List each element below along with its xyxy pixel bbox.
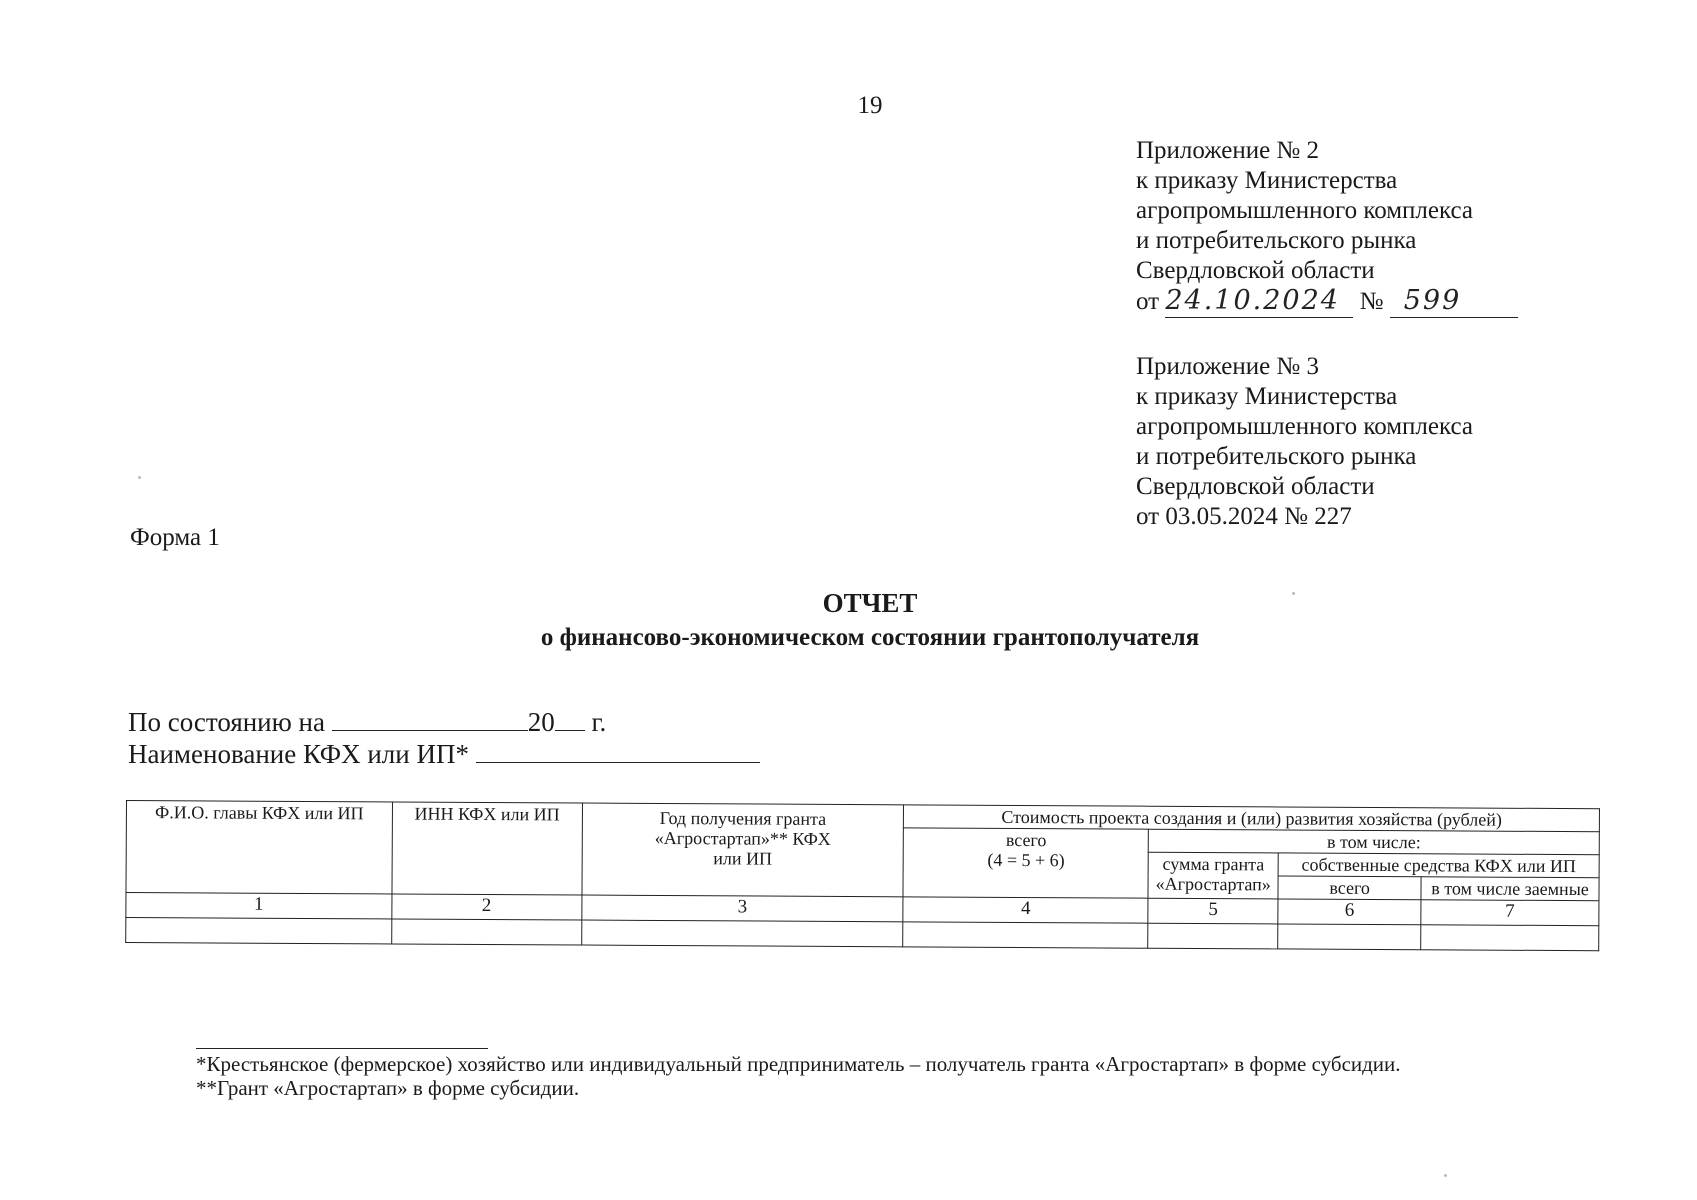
table-cell[interactable] xyxy=(1421,925,1599,951)
appendix-2-line: Свердловской области xyxy=(1136,257,1375,284)
form-label: Форма 1 xyxy=(130,524,220,551)
as-of-date-blank[interactable] xyxy=(332,706,528,731)
header-head-name: Ф.И.О. главы КФХ или ИП xyxy=(126,801,392,894)
column-number: 7 xyxy=(1421,900,1599,926)
date-line xyxy=(1165,286,1353,318)
header-own-total: всего xyxy=(1278,876,1421,900)
appendix-3-line: к приказу Министерства xyxy=(1136,383,1398,410)
name-field xyxy=(128,738,760,770)
table-cell[interactable] xyxy=(1278,924,1421,950)
table-cell[interactable] xyxy=(903,922,1148,948)
report-subtitle: о финансово-экономическом состоянии грантополучателя xyxy=(540,624,1200,651)
scan-speck xyxy=(138,476,141,479)
date-prefix: от xyxy=(1136,288,1160,315)
appendix-3-line: Свердловской области xyxy=(1136,473,1375,500)
header-own-funds: собственные средства КФХ или ИП xyxy=(1278,853,1599,878)
as-of-label: По состоянию на xyxy=(128,707,325,737)
header-including: в том числе: xyxy=(1148,829,1599,855)
handwritten-date: 24.10.2024 xyxy=(1165,285,1340,316)
header-project-cost: Стоимость проекта создания и (или) развития хозяйства (рублей) xyxy=(904,805,1600,832)
header-total-label: всего xyxy=(1005,829,1047,851)
column-number: 3 xyxy=(581,895,903,922)
header-grant-year: Год получения гранта «Агростартап»** КФХ или ИП xyxy=(582,803,904,897)
header-total xyxy=(903,828,1148,898)
scan-speck xyxy=(1292,592,1295,595)
footnote: **Грант «Агростартап» в форме субсидии. xyxy=(196,1076,580,1100)
appendix-2-date-row xyxy=(1136,286,1518,318)
header-grant-amount: сумма гранта «Агростартап» xyxy=(1148,852,1278,899)
appendix-3-header xyxy=(1136,352,1473,532)
page-number: 19 xyxy=(857,92,883,119)
number-line xyxy=(1390,286,1518,318)
appendix-3-line: Приложение № 3 xyxy=(1136,353,1320,380)
table-cell[interactable] xyxy=(391,919,581,945)
footnotes xyxy=(196,1052,1401,1100)
footnote: *Крестьянское (фермерское) хозяйство или индивидуальный предприниматель – получатель гранта «Агростартап» в форме субсидии. xyxy=(196,1052,1401,1076)
name-label: Наименование КФХ или ИП* xyxy=(128,739,469,769)
header-own-borrowed: в том числе заемные xyxy=(1421,877,1599,901)
column-number: 6 xyxy=(1278,899,1421,925)
appendix-2-header xyxy=(1136,136,1518,318)
as-of-year-suffix: г. xyxy=(591,707,607,737)
scan-speck xyxy=(1444,1174,1447,1177)
column-number: 4 xyxy=(903,897,1148,923)
report-title: ОТЧЕТ xyxy=(822,588,918,618)
column-number: 2 xyxy=(392,894,582,920)
header-total-formula: (4 = 5 + 6) xyxy=(987,849,1065,871)
appendix-2-line: к приказу Министерства xyxy=(1136,167,1398,194)
table-header-row xyxy=(126,801,1599,832)
table-cell[interactable] xyxy=(581,920,903,947)
as-of-year-prefix: 20 xyxy=(527,707,555,737)
name-blank[interactable] xyxy=(476,738,760,763)
table-cell[interactable] xyxy=(1148,923,1278,949)
number-sign: № xyxy=(1359,288,1384,315)
table-cell[interactable] xyxy=(126,918,392,944)
appendix-3-line: и потребительского рынка xyxy=(1136,443,1417,470)
as-of-date-field xyxy=(128,706,606,738)
column-number: 5 xyxy=(1148,898,1278,924)
as-of-year-blank[interactable] xyxy=(555,706,585,731)
column-number: 1 xyxy=(126,893,392,919)
appendix-2-line: агропромышленного комплекса xyxy=(1136,197,1474,224)
appendix-3-line: от 03.05.2024 № 227 xyxy=(1136,503,1352,530)
handwritten-number: 599 xyxy=(1403,285,1462,316)
appendix-3-line: агропромышленного комплекса xyxy=(1136,413,1474,440)
appendix-2-line: и потребительского рынка xyxy=(1136,227,1417,254)
footnote-divider xyxy=(196,1048,488,1049)
appendix-2-line: Приложение № 2 xyxy=(1136,137,1320,164)
report-table xyxy=(125,800,1600,951)
header-inn: ИНН КФХ или ИП xyxy=(392,802,582,895)
